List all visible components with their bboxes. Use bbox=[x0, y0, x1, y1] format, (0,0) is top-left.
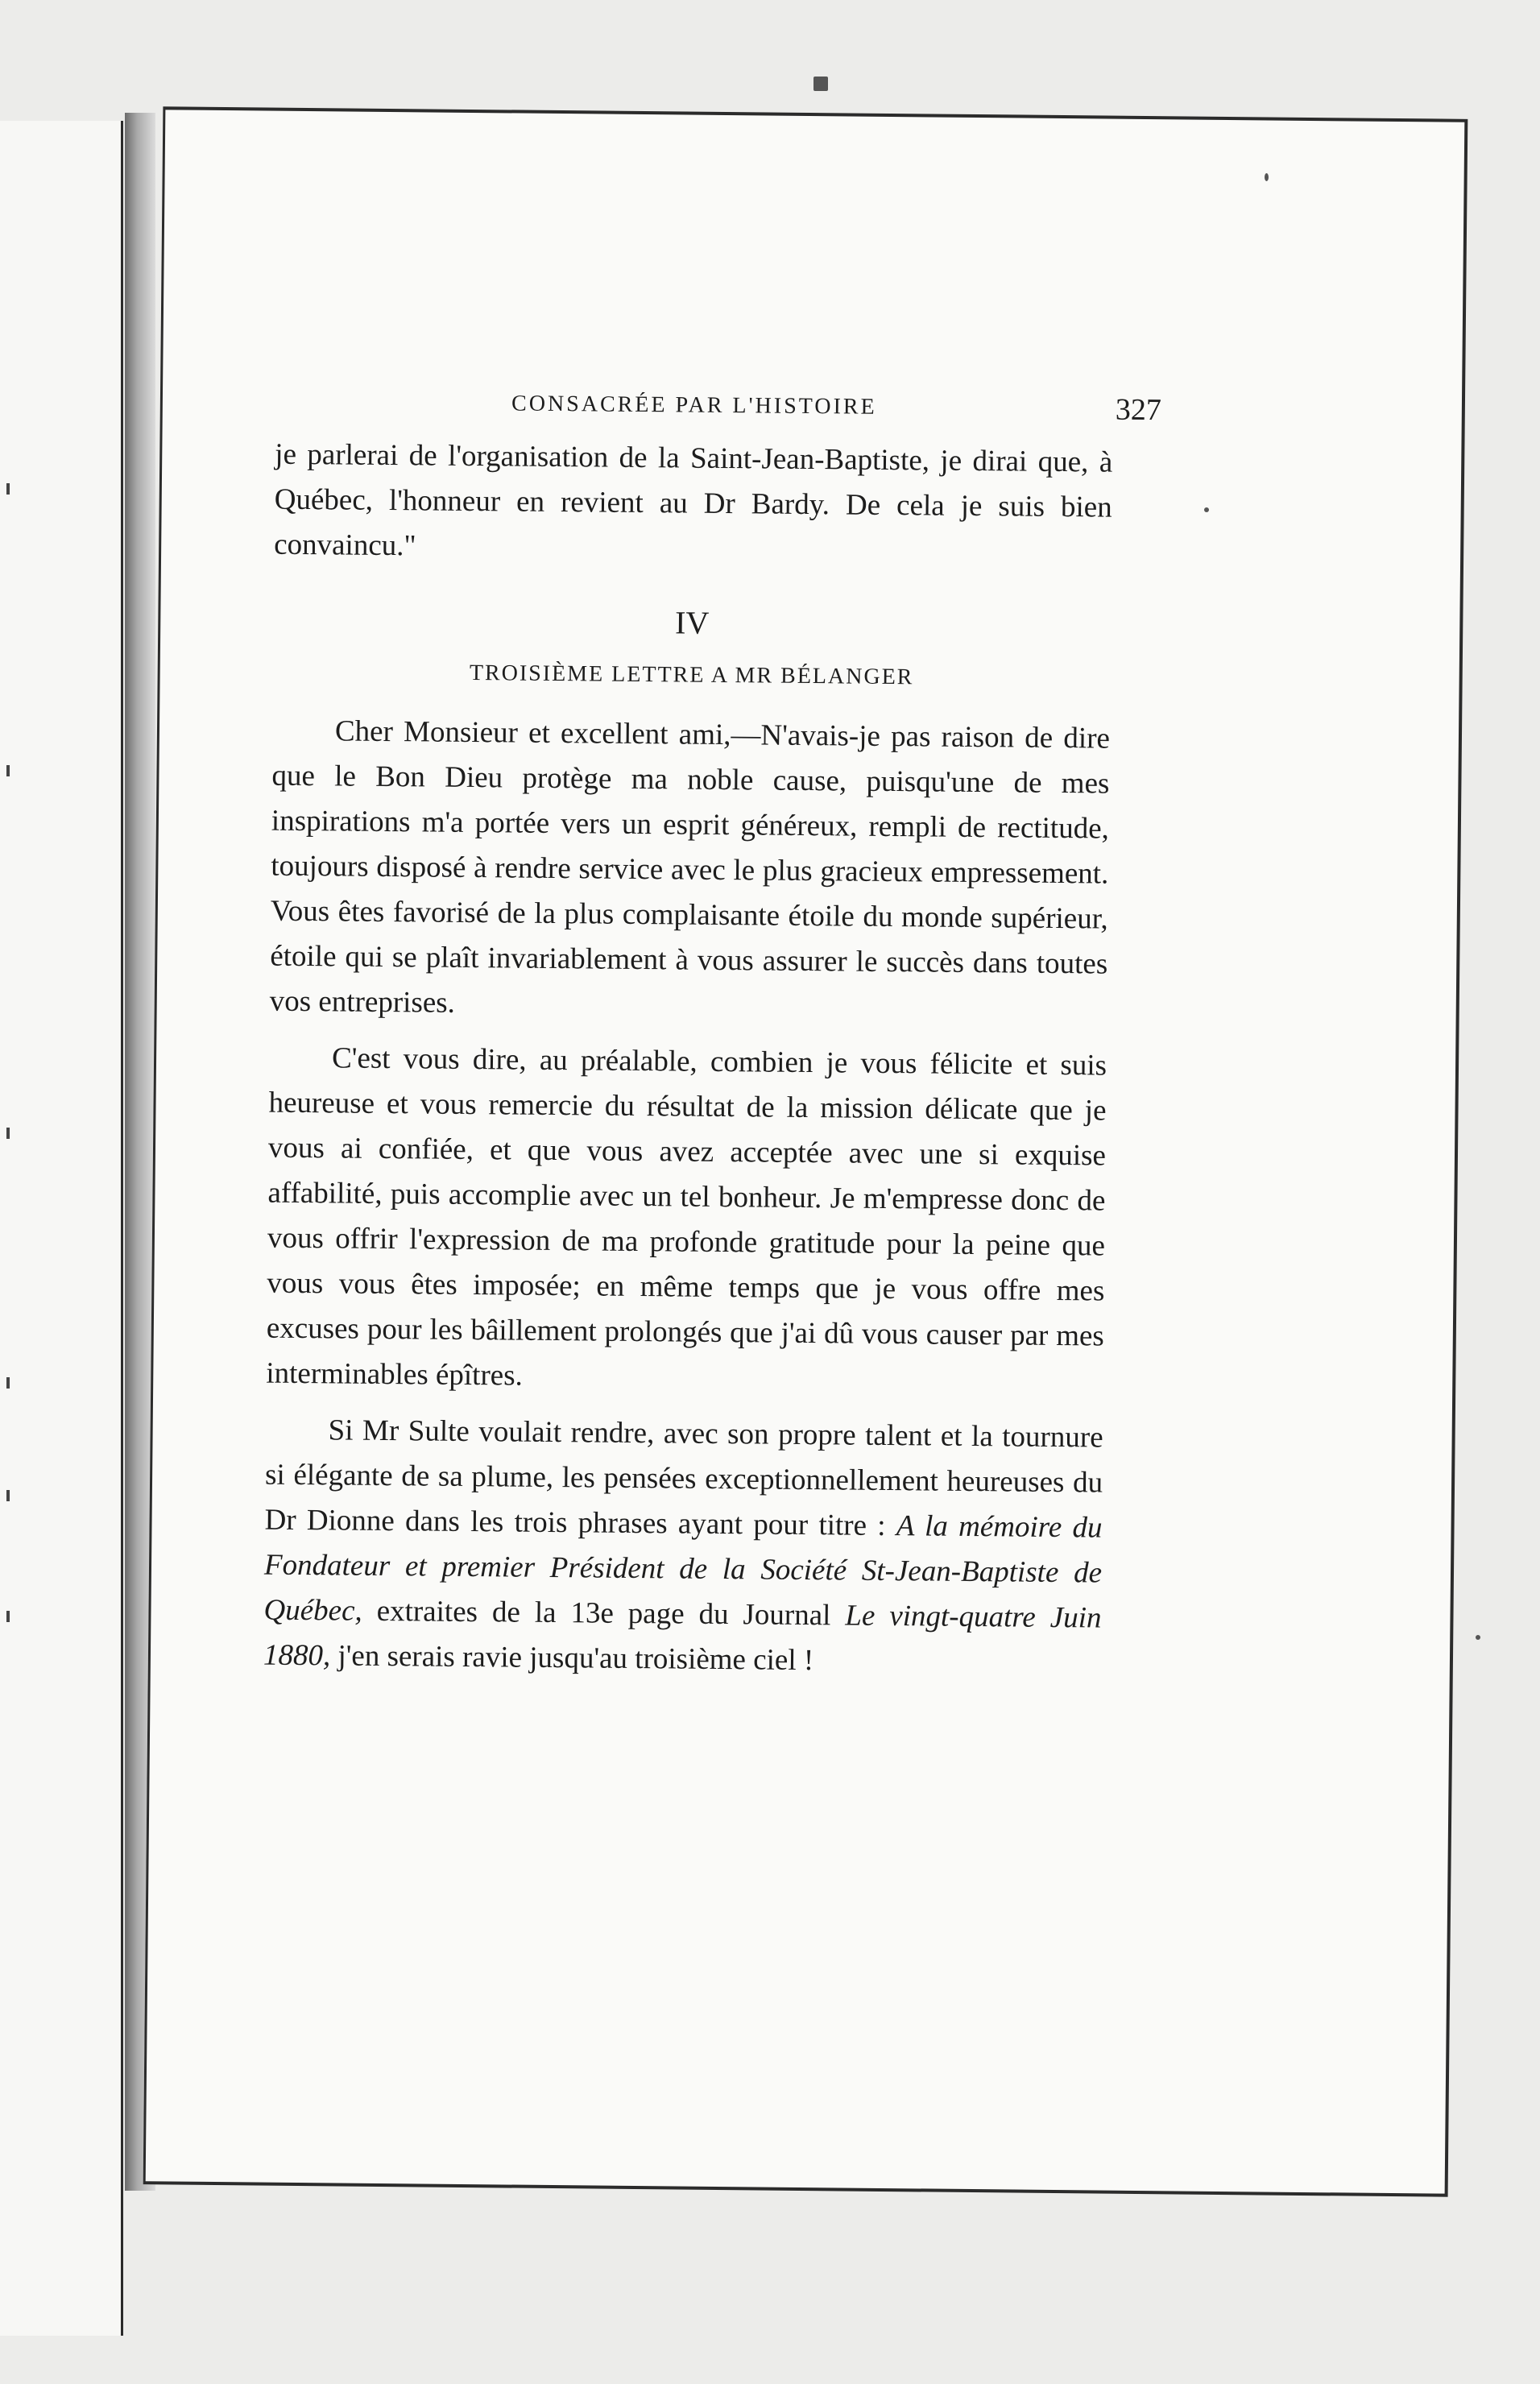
page-number: 327 bbox=[1115, 392, 1162, 428]
margin-mark bbox=[6, 1490, 10, 1501]
paragraph-gratitude: C'est vous dire, au préalable, combien je vous félicite et suis heureuse et vous remercie du résultat de la mission délicate que je vous ai confiée, et que vous avez acceptée avec une si exquise affabilité, puis accomplie avec un tel bonheur. Je m'empresse donc de vous offrir l'expression de ma profonde gratitude pour la peine que vous vous êtes imposée; en même temps que je vous offre mes excuses pour les bâillement prolongés que j'ai dû vous causer par mes interminables épîtres. bbox=[266, 1041, 1107, 1393]
margin-mark bbox=[6, 483, 10, 495]
paragraph-letter-opening: Cher Monsieur et excellent ami,—N'avais-je pas raison de dire que le Bon Dieu protège ma noble cause, puisqu'une de mes inspirations m'a portée vers un esprit généreux, rempli de rectitude, toujours disposé à rendre service avec le plus gracieux empressement. Vous êtes favorisé de la plus complaisante étoile du monde supérieur, étoile qui se plaît invariablement à vous assurer le succès dans toutes vos entreprises. bbox=[269, 714, 1111, 1020]
scan-speck bbox=[813, 77, 828, 91]
section-numeral: IV bbox=[674, 604, 710, 641]
scan-speck bbox=[1265, 173, 1269, 181]
book-page bbox=[143, 106, 1468, 2196]
page-text bbox=[263, 389, 1162, 1687]
margin-mark bbox=[6, 765, 10, 776]
scan-speck bbox=[1204, 507, 1209, 512]
margin-mark bbox=[6, 1611, 10, 1622]
running-head bbox=[275, 389, 1162, 436]
paragraph-sulte bbox=[263, 1408, 1103, 1687]
italic-title: A la mémoire du Fondateur et premier Président de la Société St-Jean-Baptiste de Québec, bbox=[263, 1509, 1103, 1628]
paragraph-continuation: je parlerai de l'organisation de la Saint-Jean-Baptiste, je dirai que, à Québec, l'honneur en revient au Dr Bardy. De cela je suis bien convaincu." bbox=[274, 437, 1113, 563]
section-heading: TROISIÈME LETTRE A MR BÉLANGER bbox=[469, 660, 914, 690]
paragraph-text: extraites de la 13e page du Journal bbox=[362, 1594, 846, 1633]
facing-page-edge bbox=[0, 121, 123, 2336]
scan-speck bbox=[1476, 1635, 1480, 1640]
paragraph-text: j'en serais ravie jusqu'au troisième ciel ! bbox=[330, 1639, 814, 1678]
paragraph-text: Si Mr Sulte voulait rendre, avec son propre talent et la tournure si élégante de sa plume, les pensées exceptionnellement heureuses du Dr Dionne dans les trois phrases ayant pour titre : bbox=[264, 1413, 1103, 1543]
margin-mark bbox=[6, 1377, 10, 1389]
italic-journal-title: Le vingt-quatre Juin 1880, bbox=[263, 1599, 1102, 1673]
margin-mark bbox=[6, 1128, 10, 1139]
running-title: CONSACRÉE PAR L'HISTOIRE bbox=[511, 391, 877, 420]
